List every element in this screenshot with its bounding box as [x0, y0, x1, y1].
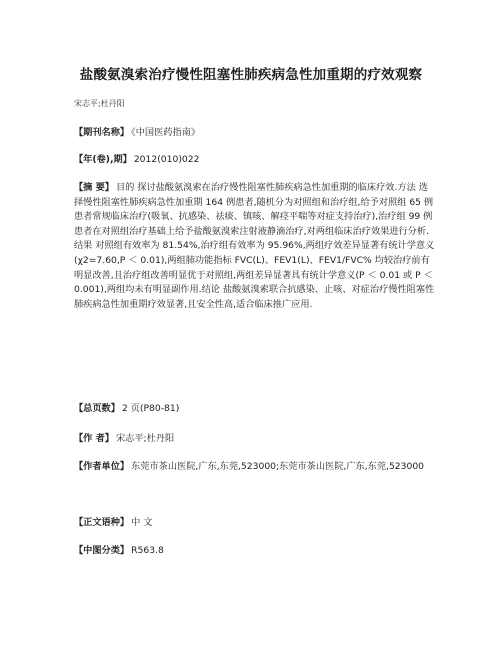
affiliation-label: 【作者单位】 — [74, 461, 130, 472]
year-label: 【年(卷),期】 — [74, 154, 132, 165]
authors-value: 宋志平;杜丹阳 — [115, 433, 175, 444]
journal-value: 《中国医药指南》 — [131, 127, 201, 138]
affiliation-value: 东莞市茶山医院,广东,东莞,523000;东莞市茶山医院,广东,东莞,523000 — [131, 461, 425, 472]
pages-field — [74, 402, 436, 417]
author-byline: 宋志平;杜丹阳 — [74, 99, 125, 108]
abstract-label: 【摘 要】 — [74, 182, 114, 193]
language-field — [74, 516, 436, 531]
language-value: 中 文 — [131, 517, 153, 528]
affiliation-field — [74, 460, 436, 475]
authors-label: 【作 者】 — [74, 433, 114, 444]
language-label: 【正文语种】 — [74, 517, 130, 528]
journal-field — [74, 126, 436, 141]
year-value: 2012(010)022 — [133, 154, 200, 165]
pages-label: 【总页数】 — [74, 403, 120, 414]
abstract-value: 目的 探讨盐酸氨溴索在治疗慢性阻塞性肺疾病急性加重期的临床疗效.方法 选择慢性阻塞性肺疾病急性加重期 164 例患者,随机分为对照组和治疗组,给予对照组 65 例患者常规临床治疗(吸氧、抗感染、祛痰、镇咳、解痉平喘等对症支持治疗),治疗组 99 例患者在对照组治疗基础上给予盐酸氨溴索注射液静滴治疗,对两组临床治疗效果进行分析.结果 对照组有效率为 81.54%,治疗组有效率为 95.96%,两组疗效差异显著有统计学意义(χ2=7.60,P ＜ 0.01),两组肺功能指标 FVC(L)、FEV1(L)、FEV1/FVC% 均较治疗前有明显改善,且治疗组改善明显优于对照组,两组差异显著具有统计学意义(P ＜ 0.01 或 P ＜ 0.001),两组均未有明显副作用.结论 盐酸氨溴索联合抗感染、止咳、对症治疗慢性阻塞性肺疾病急性加重期疗效显著,且安全性高,适合临床推广应用. — [74, 182, 435, 310]
authors-field — [74, 432, 436, 447]
journal-label: 【期刊名称】 — [74, 127, 130, 138]
pages-value: 2 页(P80-81) — [121, 403, 180, 414]
abstract-field — [74, 181, 436, 312]
clc-field — [74, 544, 436, 559]
paper-title: 盐酸氨溴索治疗慢性阻塞性肺疾病急性加重期的疗效观察 — [79, 67, 423, 83]
clc-value: R563.8 — [131, 545, 164, 556]
year-field — [74, 153, 436, 168]
clc-label: 【中图分类】 — [74, 545, 130, 556]
